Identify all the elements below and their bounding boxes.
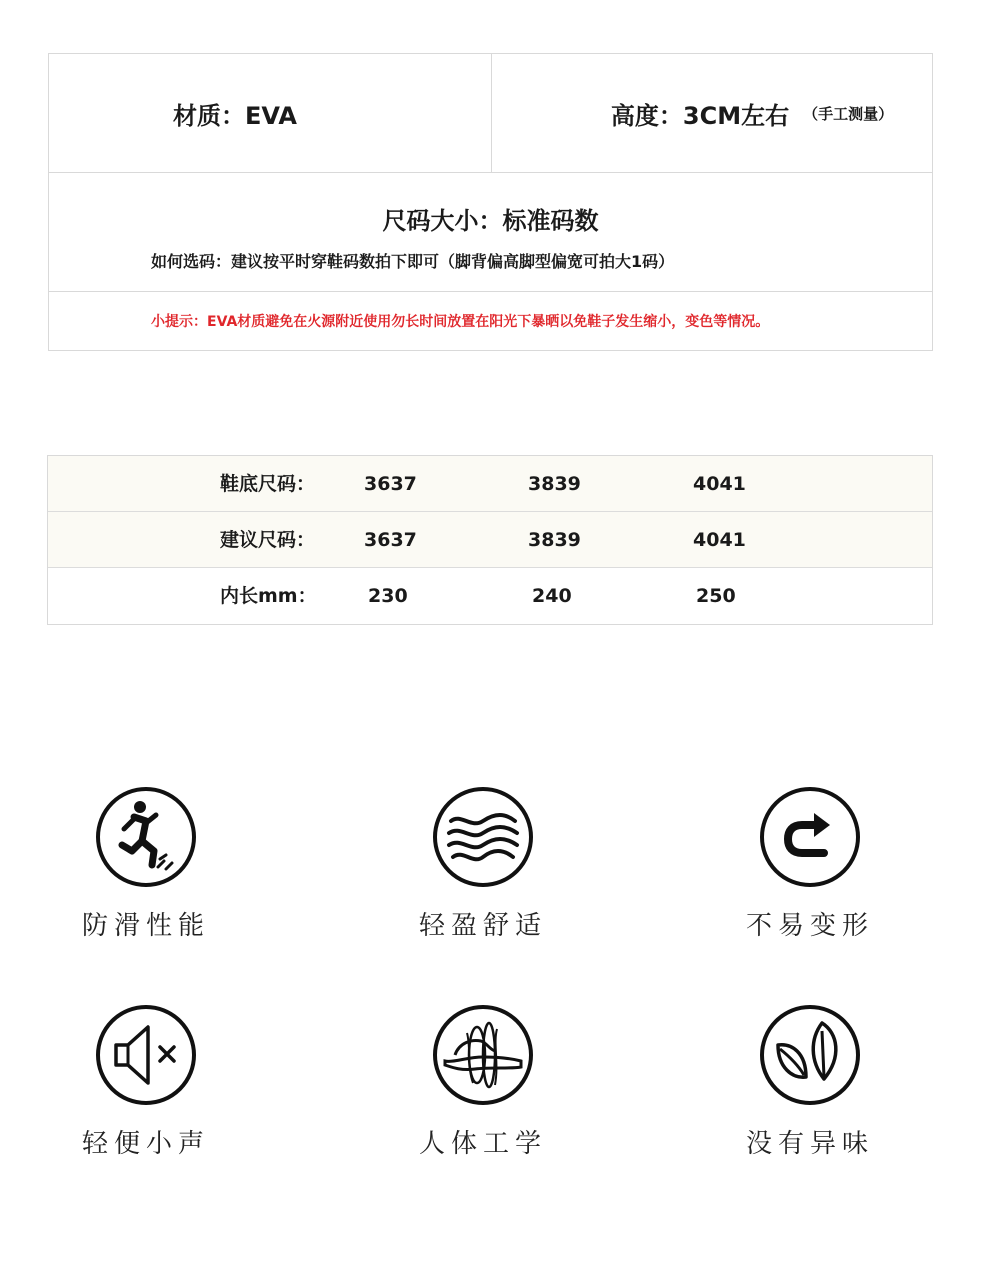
table-cell: 4041 <box>693 473 746 495</box>
feature-no-deform <box>710 785 910 965</box>
material-cell <box>49 54 492 172</box>
speaker-mute-icon <box>94 1003 198 1107</box>
feature-label: 轻盈舒适 <box>418 911 547 941</box>
waves-icon <box>431 785 535 889</box>
material-label: 材质：EVA <box>173 101 297 130</box>
table-row <box>48 512 932 568</box>
info-row-material-height <box>49 54 932 173</box>
return-arrow-icon <box>758 785 862 889</box>
table-cell: 3839 <box>528 473 581 495</box>
table-cell: 250 <box>696 585 736 607</box>
row-label: 鞋底尺码： <box>220 473 316 495</box>
table-row <box>48 456 932 512</box>
height-label: 高度：3CM左右 <box>610 101 790 130</box>
ergonomic-shoe-icon <box>431 1003 535 1107</box>
feature-label: 不易变形 <box>745 911 874 941</box>
table-row <box>48 568 932 624</box>
leaves-icon <box>758 1003 862 1107</box>
feature-label: 人体工学 <box>418 1129 547 1159</box>
size-title: 尺码大小：标准码数 <box>382 207 599 235</box>
feature-ergonomic <box>383 1003 583 1183</box>
height-cell <box>492 54 932 172</box>
table-cell: 240 <box>532 585 572 607</box>
feature-lightweight <box>383 785 583 965</box>
slip-fall-icon <box>94 785 198 889</box>
table-cell: 3839 <box>528 529 581 551</box>
feature-label: 防滑性能 <box>81 911 210 941</box>
tip-text: 小提示：EVA材质避免在火源附近使用勿长时间放置在阳光下暴晒以免鞋子发生缩小，变色等情况。 <box>151 314 770 330</box>
size-table <box>47 455 933 625</box>
feature-label: 轻便小声 <box>81 1129 210 1159</box>
info-row-size <box>49 173 932 292</box>
table-cell: 3637 <box>364 473 417 495</box>
feature-quiet <box>46 1003 246 1183</box>
info-row-tip <box>49 292 932 350</box>
table-cell: 3637 <box>364 529 417 551</box>
height-note: （手工测量） <box>803 104 894 123</box>
feature-label: 没有异味 <box>745 1129 874 1159</box>
product-info-box <box>48 53 933 351</box>
table-cell: 4041 <box>693 529 746 551</box>
row-label: 内长mm： <box>220 585 317 607</box>
feature-no-odor <box>710 1003 910 1183</box>
table-cell: 230 <box>368 585 408 607</box>
row-label: 建议尺码： <box>220 529 316 551</box>
feature-anti-slip <box>46 785 246 965</box>
size-description: 如何选码：建议按平时穿鞋码数拍下即可（脚背偏高脚型偏宽可拍大1码） <box>151 252 675 271</box>
